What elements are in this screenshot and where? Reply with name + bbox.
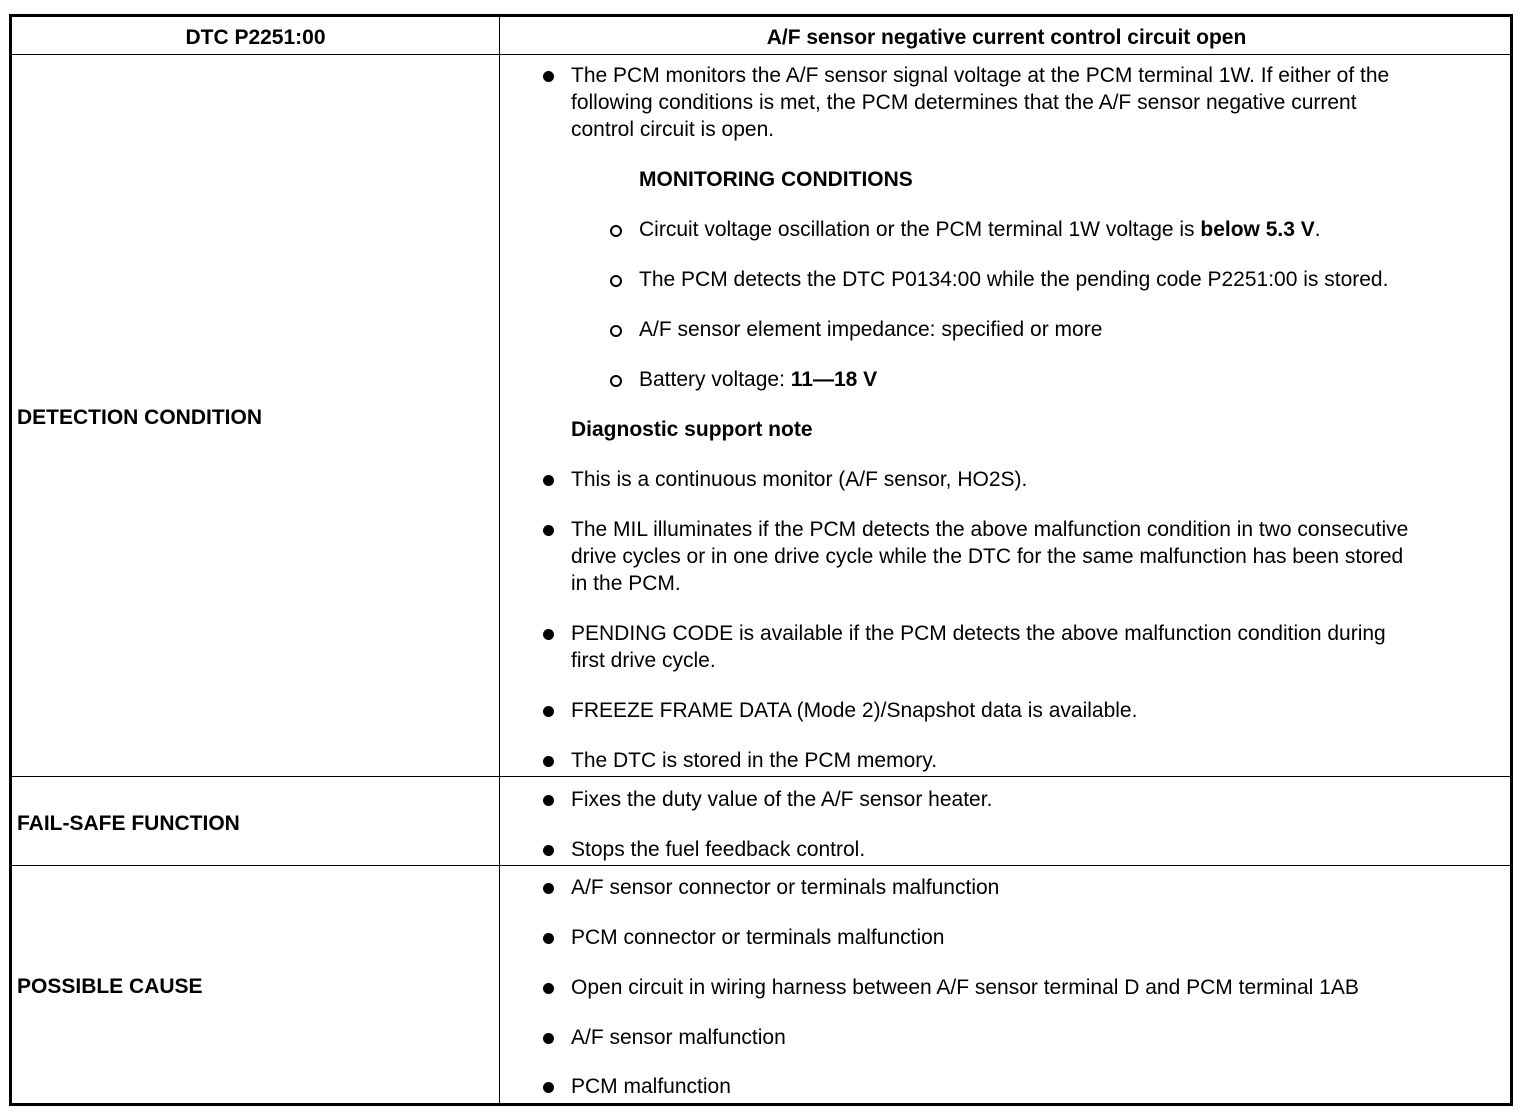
bullet-icon [543,1082,554,1093]
bullet-icon [543,883,554,894]
note-dtc-stored: The DTC is stored in the PCM memory. [571,749,938,772]
dtc-table [9,14,1513,1106]
possible-cause-label: POSSIBLE CAUSE [17,975,203,998]
note-pending-line-1: PENDING CODE is available if the PCM detects the above malfunction condition during [571,622,1386,645]
bullet-icon [543,475,554,486]
row-divider-failsafe [12,776,1510,777]
diagnostic-support-heading: Diagnostic support note [571,418,813,441]
condition-2: The PCM detects the DTC P0134:00 while the pending code P2251:00 is stored. [639,268,1389,291]
condition-4: Battery voltage: 11—18 V [639,368,878,391]
cause-item: PCM connector or terminals malfunction [571,926,945,949]
note-pending-line-2: first drive cycle. [571,649,716,672]
cause-item: Open circuit in wiring harness between A/F sensor terminal D and PCM terminal 1AB [571,976,1359,999]
note-mil-line-2: drive cycles or in one drive cycle while the DTC for the same malfunction has been stored [571,545,1404,568]
bullet-icon [543,525,554,536]
cause-item: A/F sensor malfunction [571,1026,786,1049]
dtc-title-header: A/F sensor negative current control circuit open [766,26,1247,49]
dtc-code-header: DTC P2251:00 [185,26,326,49]
detection-intro-line-1: The PCM monitors the A/F sensor signal voltage at the PCM terminal 1W. If either of the [571,64,1390,87]
detection-intro-line-3: control circuit is open. [571,118,775,141]
cause-item: A/F sensor connector or terminals malfunction [571,876,1000,899]
condition-3: A/F sensor element impedance: specified or more [639,318,1103,341]
sub-bullet-icon [610,275,622,287]
fail-safe-label: FAIL-SAFE FUNCTION [17,812,240,835]
detection-condition-label: DETECTION CONDITION [17,406,262,429]
note-mil-line-1: The MIL illuminates if the PCM detects the above malfunction condition in two consecutive [571,518,1409,541]
cause-item: PCM malfunction [571,1075,731,1098]
bullet-icon [543,71,554,82]
column-divider [499,17,500,1103]
note-freeze-frame: FREEZE FRAME DATA (Mode 2)/Snapshot data is available. [571,699,1138,722]
bullet-icon [543,1033,554,1044]
detection-intro-line-2: following conditions is met, the PCM determines that the A/F sensor negative current [571,91,1357,114]
sub-bullet-icon [610,325,622,337]
note-continuous-monitor: This is a continuous monitor (A/F sensor, HO2S). [571,468,1028,491]
monitoring-conditions-heading: MONITORING CONDITIONS [639,168,913,191]
bullet-icon [543,983,554,994]
failsafe-item: Fixes the duty value of the A/F sensor heater. [571,788,993,811]
condition-1: Circuit voltage oscillation or the PCM terminal 1W voltage is below 5.3 V. [639,218,1321,241]
bullet-icon [543,933,554,944]
bullet-icon [543,756,554,767]
note-mil-line-3: in the PCM. [571,572,681,595]
header-divider [12,54,1510,55]
bullet-icon [543,795,554,806]
bullet-icon [543,706,554,717]
row-divider-cause [12,865,1510,866]
failsafe-item: Stops the fuel feedback control. [571,838,866,861]
sub-bullet-icon [610,225,622,237]
bullet-icon [543,845,554,856]
sub-bullet-icon [610,375,622,387]
bullet-icon [543,629,554,640]
